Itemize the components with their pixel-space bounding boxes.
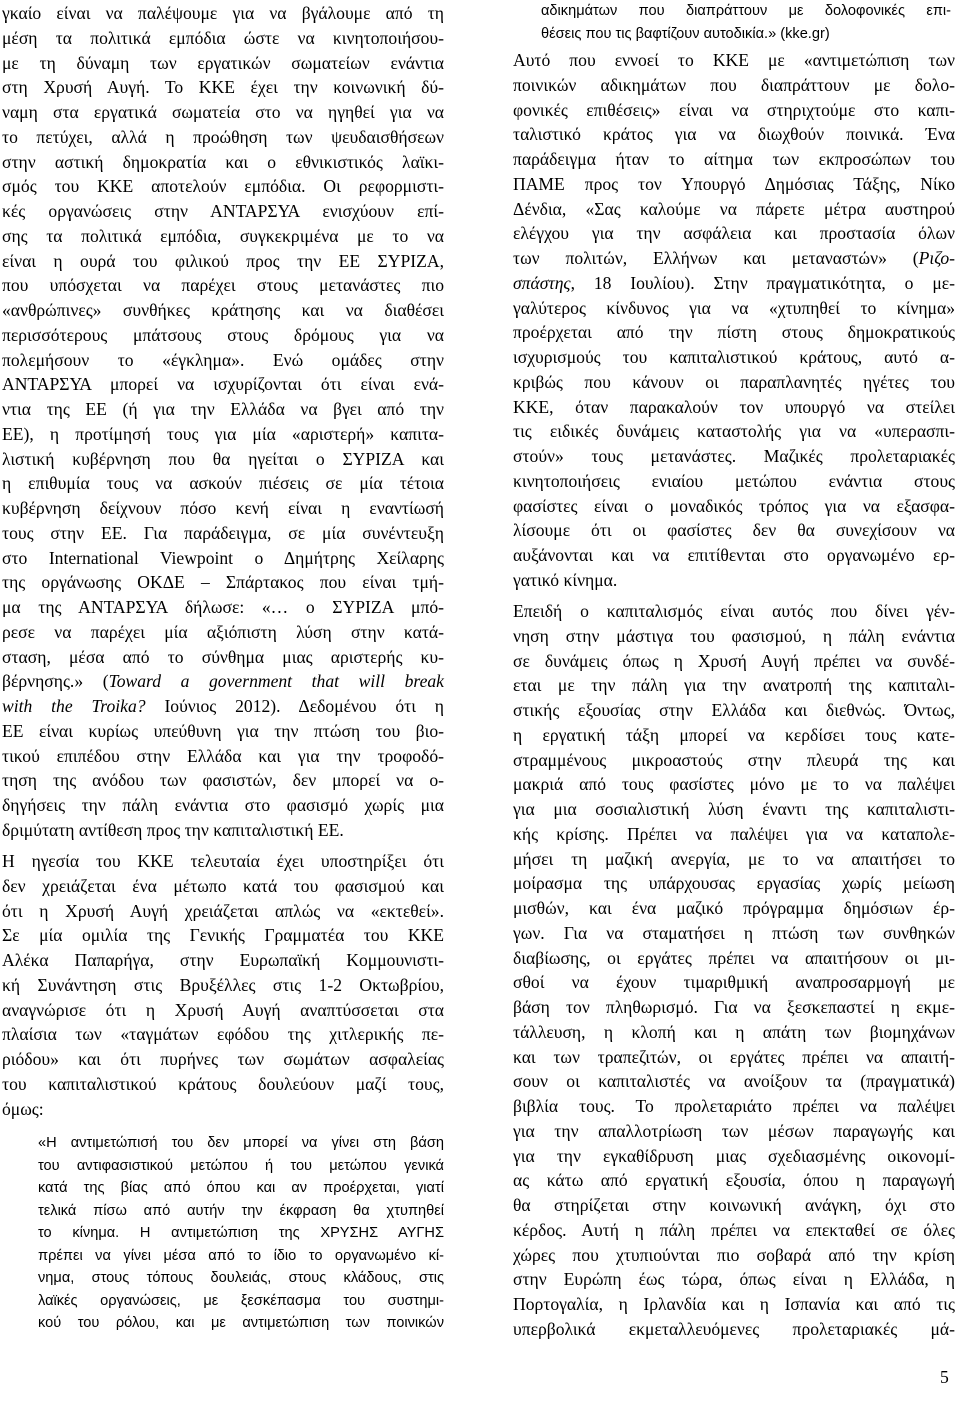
text-line: διαβίωσης, οι εργάτες πρέπει να απαιτήσουν οι μι-	[513, 947, 955, 968]
italic-text: σπάστης	[513, 272, 571, 293]
text-line: ότι η Χρυσή Αυγή χρειάζεται απλώς να «εκτεθεί».	[2, 900, 444, 921]
text-line: Αυτό που εννοεί το ΚΚΕ με «αντιμετώπιση των	[513, 50, 955, 70]
quote-line: λαϊκές οργανώσεις, με ξεσκέπασμα του συστημι-	[38, 1292, 444, 1309]
text-run: , 18 Ιουλίου). Στην πραγματικότητα, ο με-	[570, 272, 955, 293]
text-run: των πολιτών, Ελλήνων και μεταναστών» (	[513, 248, 919, 268]
text-line: σταση, μέσα από το σύνθημα μιας αριστερής κυ-	[2, 646, 444, 667]
text-line: σθοί να έχουν τιμαριθμική αναπροσαρμογή με	[513, 972, 955, 993]
text-line: λιστική κυβέρνηση που θα ηγείται ο ΣΥΡΙΖΑ και	[2, 448, 444, 469]
text-line: κή Συνάντηση στις Βρυξέλλες στις 1-2 Οκτωβρίου,	[2, 974, 444, 995]
paragraph	[2, 849, 444, 1121]
text-line: εται με την πάλη για την ανατροπή της καπιταλι-	[513, 675, 955, 696]
text-line: τις ειδικές δυνάμεις καταστολής για να «υπερασπι-	[513, 421, 955, 442]
text-line: η εργατική τάξη μπορεί να κερδίσει τους κατε-	[513, 724, 955, 745]
text-line: στικής εξουσίας στην Ελλάδα και διεθνώς. Όντως,	[513, 700, 955, 720]
text-line: κέρδος. Αυτή η πάλη πρέπει να επεκταθεί σε όλες	[513, 1219, 955, 1240]
text-line: νηση στην μάστιγα του φασισμού, η πάλη ενάντια	[513, 625, 955, 646]
text-line: και των τραπεζιτών, οι εργάτες πρέπει να απαιτή-	[513, 1046, 955, 1067]
text-line: μισθών, και ένα μαζικό πρόγραμμα δημόσιων έρ-	[513, 898, 955, 918]
text-line: θα στηρίζεται στην κοινωνική ανάγκη, όχι στο	[513, 1195, 955, 1215]
text-line	[513, 271, 955, 296]
italic-text: Toward a government that will break	[108, 671, 444, 692]
text-line: Πορτογαλία, η Ιρλανδία και η Ισπανία και από τις	[513, 1294, 955, 1314]
text-line: ναμη στα εργατικά σωματεία στο να ηγηθεί για να	[2, 102, 444, 122]
page-number: 5	[940, 1367, 949, 1387]
text-line	[513, 246, 955, 271]
text-line: χώρες που χτυπιούνται πιο σοβαρά από την κρίση	[513, 1244, 955, 1265]
text-line: με τη δύναμη των εργατικών σωματείων ενάντια	[2, 52, 444, 73]
text-line: στούν» τους μετανάστες. Μαζικές προλεταριακές	[513, 446, 955, 466]
text-line: είναι η ουρά του φιλικού προς την ΕΕ ΣΥΡΙΖΑ,	[2, 250, 444, 271]
text-line: που υπόσχεται να παρέχει στους μετανάστες πιο	[2, 275, 444, 296]
quote-line: κατά της βίας από όπου και αν προέρχεται, γιατί	[38, 1180, 444, 1196]
text-line: μοίρασμα της υπάρχουσας εργασίας χωρίς μείωση	[513, 873, 955, 894]
text-line: βιβλία τους. Το προλεταριάτο πρέπει να παλέψει	[513, 1096, 955, 1116]
text-line: για μια σοσιαλιστική λύση έναντι της καπιταλιστι-	[513, 799, 955, 819]
block-quote	[38, 1132, 444, 1335]
paragraph	[513, 48, 955, 593]
text-line: ισχυρισμούς του καπιταλιστικού κράτους, αυτό α-	[513, 347, 955, 367]
text-line: Η ηγεσία του ΚΚΕ τελευταία έχει υποστηρίξει ότι	[2, 851, 444, 871]
text-run: Ιούνιος 2012). Δεδομένου ότι η	[145, 696, 444, 716]
text-line: ρεσε να παρέχει μία αξιόπιστη λύση στην κατά-	[2, 621, 444, 642]
text-line: μακριά από τους φασίστες μόνο με το να παλέψει	[513, 774, 955, 795]
text-line	[2, 669, 444, 694]
text-line: φασίστες είναι ο μοναδικός τρόπος για να εξασφα-	[513, 495, 955, 516]
text-line: γαλύτερος κίνδυνος για να «χτυπηθεί το κίνημα»	[513, 297, 955, 318]
text-line: ας κάτω από εργατική εξουσία, όπου η παραγωγή	[513, 1170, 955, 1191]
text-line: γατικό κίνημα.	[513, 569, 618, 590]
quote-line: το κίνημα. Η αντιμετώπιση της ΧΡΥΣΗΣ ΑΥΓΗΣ	[38, 1225, 444, 1241]
text-line: για την εγκαθίδρυση μιας σχεδιασμένης οικονομί-	[513, 1145, 955, 1166]
block-quote	[541, 0, 951, 45]
text-line: ΑΝΤΑΡΣΥΑ μπορεί να ισχυρίζονται ότι είναι ενά-	[2, 374, 444, 395]
text-line: στην Ευρώπη έως τώρα, όπως είναι η Ελλάδα, η	[513, 1269, 955, 1290]
text-line: ριόδου» και ότι πυρήνες των σωμάτων ασφαλείας	[2, 1049, 444, 1069]
text-line: σης τα πολιτικά εμπόδια, συγκεκριμένα με το να	[2, 225, 444, 246]
text-line: στην αστική δημοκρατία και ο εθνικιστικός λαϊκι-	[2, 151, 444, 172]
text-line: στραμμένους μικροαστούς στην πλευρά της και	[513, 749, 955, 770]
quote-line: πρέπει να γίνει μέσα από το ίδιο το οργανωμένο κί-	[38, 1247, 444, 1264]
text-line: τους στην ΕΕ. Για παράδειγμα, σε μία συνέντευξη	[2, 522, 444, 543]
text-line: αναγνώρισε ότι η Χρυσή Αυγή αναπτύσσεται στα	[2, 999, 444, 1020]
text-line: γων. Για να σταματήσει η πτώση των συνθηκών	[513, 922, 955, 943]
text-line: σμός του ΚΚΕ αποτελούν εμπόδια. Οι ρεφορμιστι-	[2, 176, 444, 197]
text-line: δηγήσεις την πάλη ενάντια στο φασισμό χωρίς μια	[2, 795, 444, 815]
text-line: Δένδια, «Σας καλούμε να πάρετε μέτρα αυστηρού	[513, 198, 955, 219]
text-line: του καπιταλιστικού κράτους δουλεύουν μαζί τους,	[2, 1073, 444, 1094]
text-line: Σε μία ομιλία της Γενικής Γραμματέα του ΚΚΕ	[2, 925, 444, 946]
text-line: μα της ΑΝΤΑΡΣΥΑ δήλωσε: «… ο ΣΥΡΙΖΑ μπό-	[2, 597, 444, 617]
text-line	[2, 694, 444, 719]
text-line: κριβώς που κάνουν οι παραπλανητές ηγέτες του	[513, 371, 955, 392]
text-line: δεν χρειάζεται ένα μέτωπο κατά του φασισμού και	[2, 875, 444, 896]
text-line: το πετύχει, αλλά η προώθηση των ψευδαισθήσεων	[2, 126, 444, 147]
quote-line: τελικά πίσω από αυτήν την έκφραση θα χτυπηθεί	[38, 1202, 444, 1219]
text-line: ταλιστικό κράτος για να διωχθούν ποινικά. Ένα	[513, 124, 955, 145]
text-line: της οργάνωσης ΟΚΔΕ – Σπάρτακος που είναι τμή-	[2, 572, 444, 593]
text-line: ΠΑΜΕ προς τον Υπουργό Δημόσιας Τάξης, Νίκο	[513, 173, 955, 194]
text-line: γκαίο είναι να παλέψουμε για να βγάλουμε από τη	[2, 3, 444, 23]
text-line: κές οργανώσεις στην ΑΝΤΑΡΣΥΑ ενισχύουν επί-	[2, 201, 444, 221]
italic-text: with the Troika?	[2, 696, 146, 716]
quote-line: «Η αντιμετώπισή του δεν μπορεί να γίνει στη βάση	[38, 1135, 444, 1151]
text-line: ΕΕ), η προτίμησή τους για μία «αριστερή» καπιτα-	[2, 423, 444, 444]
text-line: κής κρίσης. Πρέπει να παλέψει για να καταπολε-	[513, 823, 955, 844]
quote-line: θέσεις που τις βαφτίζουν αυτοδικία.» (kke.gr)	[541, 25, 830, 42]
text-line: παράδειγμα ήταν το αίτημα των εκπροσώπων του	[513, 149, 955, 169]
text-line: ντια της ΕΕ (ή για την Ελλάδα να βγει από την	[2, 399, 444, 419]
text-line: βάση τον πληθωρισμό. Για να ξεσκεπαστεί η εκμε-	[513, 997, 955, 1017]
text-line: κινητοποιήσεις ενιαίου μετώπου ενάντια στους	[513, 470, 955, 491]
text-line: ΚΚΕ, όταν παρακαλούν τον υπουργό να στείλει	[513, 396, 955, 417]
text-line: δριμύτατη αντίθεση προς την καπιταλιστική ΕΕ.	[2, 819, 344, 840]
text-line: ελέγχου για την ασφάλεια και προστασία όλων	[513, 223, 955, 244]
text-line: «ανθρώπινες» συνθήκες κράτησης και να διαθέσει	[2, 300, 444, 320]
text-line: λίσουμε ότι οι φασίστες δεν θα συνεχίσουν να	[513, 520, 955, 541]
quote-line: του αντιφασιστικού μετώπου ή του μετώπου γενικά	[38, 1157, 444, 1174]
text-line: σε δυνάμεις όπως η Χρυσή Αυγή πρέπει να συνδέ-	[513, 650, 955, 671]
quote-line: νημα, στους τόπους δουλειάς, στους κλάδους, στις	[38, 1270, 444, 1286]
text-line: πολεμήσουν το «έγκλημα». Ενώ ομάδες στην	[2, 349, 444, 370]
text-line: για την απαλλοτρίωση των μέσων παραγωγής και	[513, 1120, 955, 1141]
quote-line: αδικημάτων που διαπράττουν με δολοφονικές επι-	[541, 3, 951, 19]
text-line: περισσότερους μπάτσους στους δρόμους για να	[2, 324, 444, 345]
text-line: σουν οι καπιταλιστές να ανοίξουν τα (πραγματικά)	[513, 1071, 955, 1092]
text-line: φονικές επιθέσεις» είναι να στηριχτούμε στο καπι-	[513, 99, 955, 120]
paragraph	[2, 1, 444, 843]
text-line: πλαίσια των «ταγμάτων εφόδου της χιτλερικής πε-	[2, 1024, 444, 1045]
italic-text: Ριζο-	[918, 248, 955, 268]
text-run: βέρνησης.» (	[2, 671, 109, 692]
text-line: ΕΕ είναι κυρίως υπεύθυνη για την πτώση του βιο-	[2, 720, 444, 741]
text-line: ποινικών αδικημάτων που διαπράττουν με δολο-	[513, 74, 955, 95]
text-line: τικού επιπέδου στην Ελλάδα και για την τροφοδό-	[2, 745, 444, 766]
text-line: Επειδή ο καπιταλισμός είναι αυτός που δίνει γέν-	[513, 601, 955, 621]
text-line: κυβέρνηση δείχνουν πόσο κενή είναι η εναντίωσή	[2, 498, 444, 518]
text-line: προέρχεται από την πίστη στους δημοκρατικούς	[513, 322, 955, 343]
text-line: μέση τα πολιτικά εμπόδια ώστε να κινητοποιήσου-	[2, 27, 444, 48]
text-line: υπερβολικά εκμεταλλευόμενες προλεταριακές μά-	[513, 1318, 955, 1339]
right-column	[513, 0, 955, 1412]
text-line: μήσει τη μαζική ανεργία, με το να απαιτήσει το	[513, 848, 955, 869]
text-line: η επιθυμία τους να ασκούν πιέσεις σε μία τέτοια	[2, 473, 444, 494]
text-line: τηση της ανόδου των φασιστών, δεν μπορεί να ο-	[2, 770, 444, 791]
text-line: όμως:	[2, 1098, 44, 1119]
text-line: Αλέκα Παπαρήγα, στην Ευρωπαϊκή Κομμουνιστι-	[2, 950, 444, 970]
paragraph	[513, 599, 955, 1342]
text-line: τάλλευση, η κλοπή και η απάτη των βιομηχάνων	[513, 1021, 955, 1042]
text-line: στη Χρυσή Αυγή. Το ΚΚΕ έχει την κοινωνική δύ-	[2, 77, 444, 98]
quote-line: κού του ρόλου, και με αντιμετώπιση των ποινικών	[38, 1315, 444, 1331]
text-line: στο International Viewpoint ο Δημήτρης Χείλαρης	[2, 547, 444, 568]
text-line: αυξάνονται και να επιτίθενται στο οργανωμένο ερ-	[513, 545, 955, 565]
left-column	[2, 0, 444, 1412]
